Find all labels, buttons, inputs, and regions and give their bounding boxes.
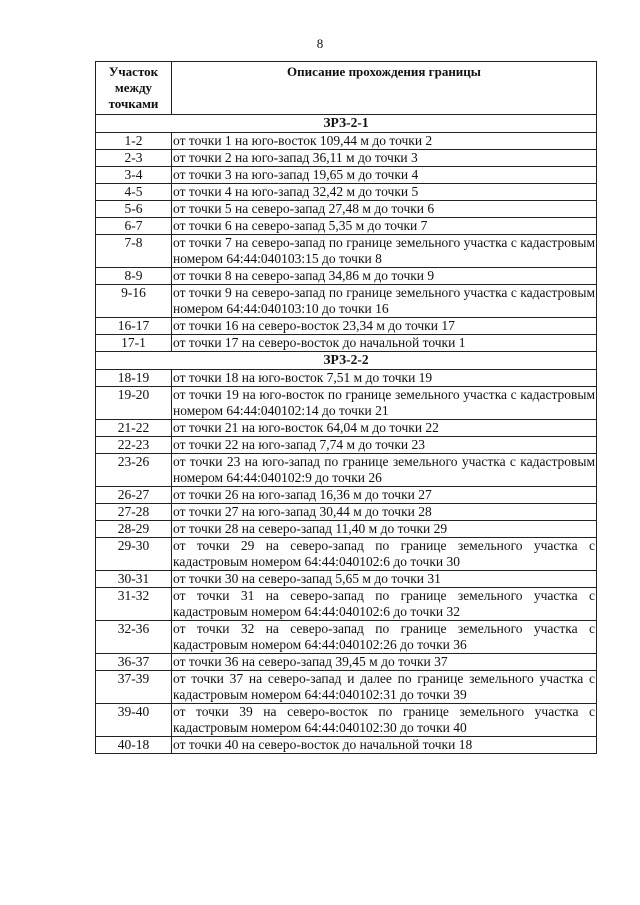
table-row	[96, 268, 597, 285]
segment-cell: 3-4	[96, 167, 172, 184]
segment-cell: 32-36	[96, 621, 172, 654]
segment-cell: 9-16	[96, 285, 172, 318]
table-row	[96, 487, 597, 504]
description-cell: от точки 7 на северо-запад по границе земельного участка с кадастровым номером 64:44:040103:15 до точки 8	[173, 235, 595, 266]
description-cell: от точки 5 на северо-запад 27,48 м до точки 6	[172, 201, 597, 218]
table-row	[96, 571, 597, 588]
header-segment	[96, 62, 172, 115]
segment-cell: 18-19	[96, 370, 172, 387]
segment-cell: 1-2	[96, 133, 172, 150]
table-row	[96, 521, 597, 538]
table-row	[96, 285, 597, 318]
table-row	[96, 318, 597, 335]
description-cell: от точки 31 на северо-запад по границе земельного участка с кадастровым номером 64:44:040102:6 до точки 32	[173, 588, 595, 619]
description-cell: от точки 9 на северо-запад по границе земельного участка с кадастровым номером 64:44:040103:10 до точки 16	[173, 285, 595, 316]
table-body	[96, 115, 597, 754]
table-row	[96, 671, 597, 704]
description-cell: от точки 37 на северо-запад и далее по границе земельного участка с кадастровым номером 64:44:040102:31 до точки 39	[173, 671, 595, 702]
description-cell: от точки 18 на юго-восток 7,51 м до точки 19	[172, 370, 597, 387]
description-cell: от точки 36 на северо-запад 39,45 м до точки 37	[172, 654, 597, 671]
description-cell: от точки 19 на юго-восток по границе земельного участка с кадастровым номером 64:44:040102:14 до точки 21	[173, 387, 595, 418]
segment-cell: 7-8	[96, 235, 172, 268]
segment-cell: 8-9	[96, 268, 172, 285]
description-cell: от точки 22 на юго-запад 7,74 м до точки 23	[172, 437, 597, 454]
segment-cell: 28-29	[96, 521, 172, 538]
segment-cell: 31-32	[96, 588, 172, 621]
table-row	[96, 538, 597, 571]
description-cell: от точки 8 на северо-запад 34,86 м до точки 9	[172, 268, 597, 285]
table-row	[96, 218, 597, 235]
description-cell: от точки 30 на северо-запад 5,65 м до точки 31	[172, 571, 597, 588]
table-row	[96, 704, 597, 737]
table-row	[96, 654, 597, 671]
segment-cell: 36-37	[96, 654, 172, 671]
table-row	[96, 184, 597, 201]
segment-cell: 16-17	[96, 318, 172, 335]
table-row	[96, 235, 597, 268]
segment-cell: 40-18	[96, 737, 172, 754]
description-cell: от точки 16 на северо-восток 23,34 м до точки 17	[172, 318, 597, 335]
table-row	[96, 201, 597, 218]
segment-cell: 2-3	[96, 150, 172, 167]
section-title: ЗРЗ-2-2	[96, 352, 597, 370]
segment-cell: 6-7	[96, 218, 172, 235]
header-segment-line1: Участок	[108, 64, 159, 79]
table-row	[96, 437, 597, 454]
boundary-table	[95, 61, 597, 754]
table-row	[96, 621, 597, 654]
description-cell: от точки 2 на юго-запад 36,11 м до точки 3	[172, 150, 597, 167]
segment-cell: 27-28	[96, 504, 172, 521]
description-cell: от точки 39 на северо-восток по границе земельного участка с кадастровым номером 64:44:040102:30 до точки 40	[173, 704, 595, 735]
table-row	[96, 150, 597, 167]
header-description: Описание прохождения границы	[172, 62, 597, 115]
table-row	[96, 167, 597, 184]
description-cell: от точки 28 на северо-запад 11,40 м до точки 29	[172, 521, 597, 538]
description-cell: от точки 27 на юго-запад 30,44 м до точки 28	[172, 504, 597, 521]
segment-cell: 19-20	[96, 387, 172, 420]
segment-cell: 30-31	[96, 571, 172, 588]
header-segment-line3: точками	[108, 96, 159, 111]
table-row	[96, 737, 597, 754]
header-segment-line2: между	[114, 80, 153, 95]
segment-cell: 22-23	[96, 437, 172, 454]
table-row	[96, 454, 597, 487]
segment-cell: 26-27	[96, 487, 172, 504]
segment-cell: 37-39	[96, 671, 172, 704]
table-row	[96, 133, 597, 150]
section-header-row	[96, 115, 597, 133]
table-row	[96, 335, 597, 352]
segment-cell: 39-40	[96, 704, 172, 737]
segment-cell: 4-5	[96, 184, 172, 201]
segment-cell: 17-1	[96, 335, 172, 352]
section-title: ЗРЗ-2-1	[96, 115, 597, 133]
description-cell: от точки 21 на юго-восток 64,04 м до точки 22	[172, 420, 597, 437]
segment-cell: 21-22	[96, 420, 172, 437]
section-header-row	[96, 352, 597, 370]
description-cell: от точки 6 на северо-запад 5,35 м до точки 7	[172, 218, 597, 235]
table-row	[96, 370, 597, 387]
description-cell: от точки 32 на северо-запад по границе земельного участка с кадастровым номером 64:44:040102:26 до точки 36	[173, 621, 595, 652]
segment-cell: 23-26	[96, 454, 172, 487]
description-cell: от точки 1 на юго-восток 109,44 м до точки 2	[172, 133, 597, 150]
description-cell: от точки 29 на северо-запад по границе земельного участка с кадастровым номером 64:44:040102:6 до точки 30	[173, 538, 595, 569]
table-row	[96, 504, 597, 521]
description-cell: от точки 40 на северо-восток до начальной точки 18	[172, 737, 597, 754]
segment-cell: 29-30	[96, 538, 172, 571]
table-row	[96, 387, 597, 420]
table-header-row	[96, 62, 597, 115]
description-cell: от точки 3 на юго-запад 19,65 м до точки 4	[172, 167, 597, 184]
description-cell: от точки 26 на юго-запад 16,36 м до точки 27	[172, 487, 597, 504]
page-number: 8	[316, 36, 324, 51]
table-row	[96, 588, 597, 621]
table-row	[96, 420, 597, 437]
description-cell: от точки 4 на юго-запад 32,42 м до точки 5	[172, 184, 597, 201]
segment-cell: 5-6	[96, 201, 172, 218]
description-cell: от точки 23 на юго-запад по границе земельного участка с кадастровым номером 64:44:040102:9 до точки 26	[173, 454, 595, 485]
description-cell: от точки 17 на северо-восток до начальной точки 1	[172, 335, 597, 352]
